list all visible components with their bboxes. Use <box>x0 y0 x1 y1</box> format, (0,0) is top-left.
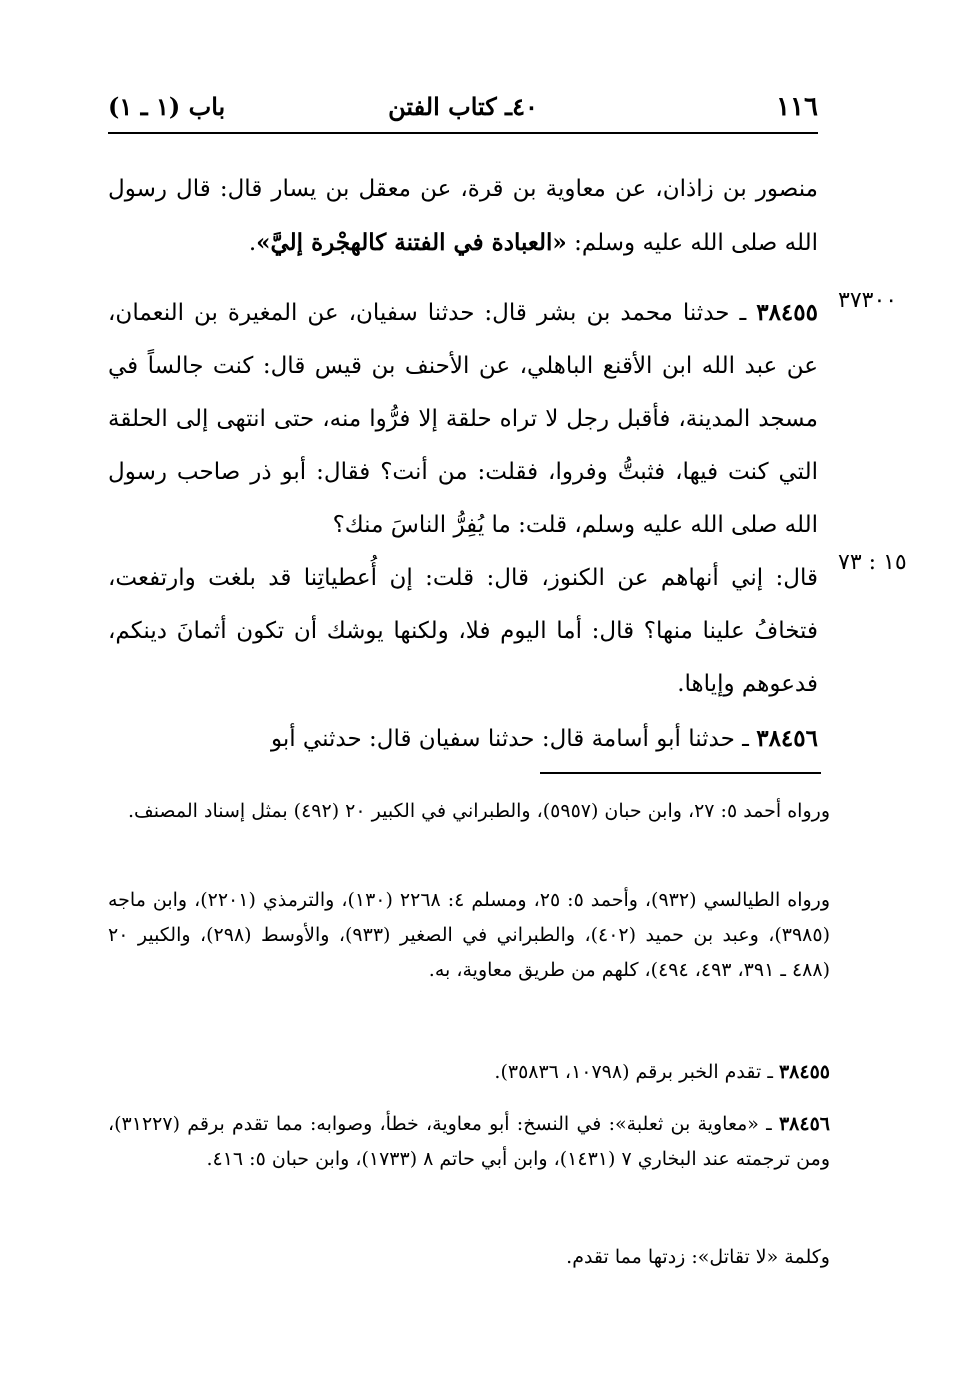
hadith-text-1: ـ حدثنا محمد بن بشر قال: حدثنا سفيان، عن المغيرة بن النعمان، عن عبد الله ابن الأقنع الباهلي، عن الأحنف بن قيس قال: كنت جالساً في مسجد المدينة، فأقبل رجل لا تراه حلقة إلا فرُّوا منه، حتى انتهى إلى الحلقة التي كنت فيها، فثبتُّ وفروا، فقلت: من أنت؟ فقال: أبو ذر صاحب رسول الله صلى الله عليه وسلم، قلت: ما يُفِرُّ الناسَ منك؟ <box>108 300 818 538</box>
margin-reference-1: ٣٧٣٠٠ <box>838 288 898 313</box>
footnote-5 <box>108 1240 830 1275</box>
hadith-text: ـ حدثنا أبو أسامة قال: حدثنا سفيان قال: حدثني أبو <box>270 726 757 752</box>
continuation-paragraph <box>108 163 818 270</box>
footnote-text: ورواه أحمد ٥: ٢٧، وابن حبان (٥٩٥٧)، والطبراني في الكبير ٢٠ (٤٩٢) بمثل إسناد المصنف. <box>127 800 830 822</box>
hadith-text-2: قال: إني أنهاهم عن الكنوز، قال: قلت: إن أُعطياتِنا قد بلغت وارتفعت، فتخافُ علينا منها؟ قال: أما اليوم فلا، ولكنها يوشك أن تكون أثمانَ دينكم، فدعوهم وإياها. <box>108 565 818 697</box>
footnote-3 <box>108 1055 830 1090</box>
footnote-text: وكلمة «لا تقاتل»: زدتها مما تقدم. <box>566 1246 830 1268</box>
page-header <box>108 88 818 134</box>
footnote-divider <box>540 772 821 774</box>
footnote-4 <box>108 1107 830 1177</box>
margin-reference-2: ١٥ : ٧٣ <box>838 550 907 575</box>
footnote-2 <box>108 883 830 988</box>
footnote-number: ٣٨٤٥٦ <box>778 1113 830 1135</box>
page-number: ١١٦ <box>776 92 818 122</box>
hadith-number: ٣٨٤٥٥ <box>756 299 818 326</box>
footnote-1 <box>108 794 830 829</box>
hadith-38456 <box>108 712 818 766</box>
footnote-text: ـ تقدم الخبر برقم (١٠٧٩٨، ٣٥٨٣٦). <box>494 1061 779 1083</box>
footnote-text: ـ «معاوية بن ثعلبة»: في النسخ: أبو معاوية، خطأ، وصوابه: مما تقدم برقم (٣١٢٢٧)، ومن ترجمته عند البخاري ٧ (١٤٣١)، وابن أبي حاتم ٨ (١٧٣٣)، وابن حبان ٥: ٤١٦. <box>108 1113 830 1170</box>
hadith-number: ٣٨٤٥٦ <box>756 725 818 752</box>
footnote-text: ورواه الطيالسي (٩٣٢)، وأحمد ٥: ٢٥، ومسلم ٤: ٢٢٦٨ (١٣٠)، والترمذي (٢٢٠١)، وابن ماجه (٣٩٨٥)، وعبد بن حميد (٤٠٢)، والطبراني في الصغير (٩٣٣)، والأوسط (٢٩٨)، والكبير ٢٠ (٤٨٨ ـ ٣٩١، ٤٩٣، ٤٩٤)، كلهم من طريق معاوية، به. <box>108 889 830 981</box>
continuation-end: . <box>248 230 257 256</box>
hadith-quote: «العبادة في الفتنة كالهجْرة إليَّ» <box>256 229 567 256</box>
continuation-text: منصور بن زاذان، عن معاوية بن قرة، عن معقل بن يسار قال: قال رسول الله صلى الله عليه وسلم: <box>108 176 818 256</box>
book-title: ٤٠ـ كتاب الفتن <box>388 92 538 121</box>
hadith-38455 <box>108 286 818 711</box>
chapter-label: باب (١ ـ ١) <box>108 92 226 121</box>
footnote-number: ٣٨٤٥٥ <box>778 1061 830 1083</box>
